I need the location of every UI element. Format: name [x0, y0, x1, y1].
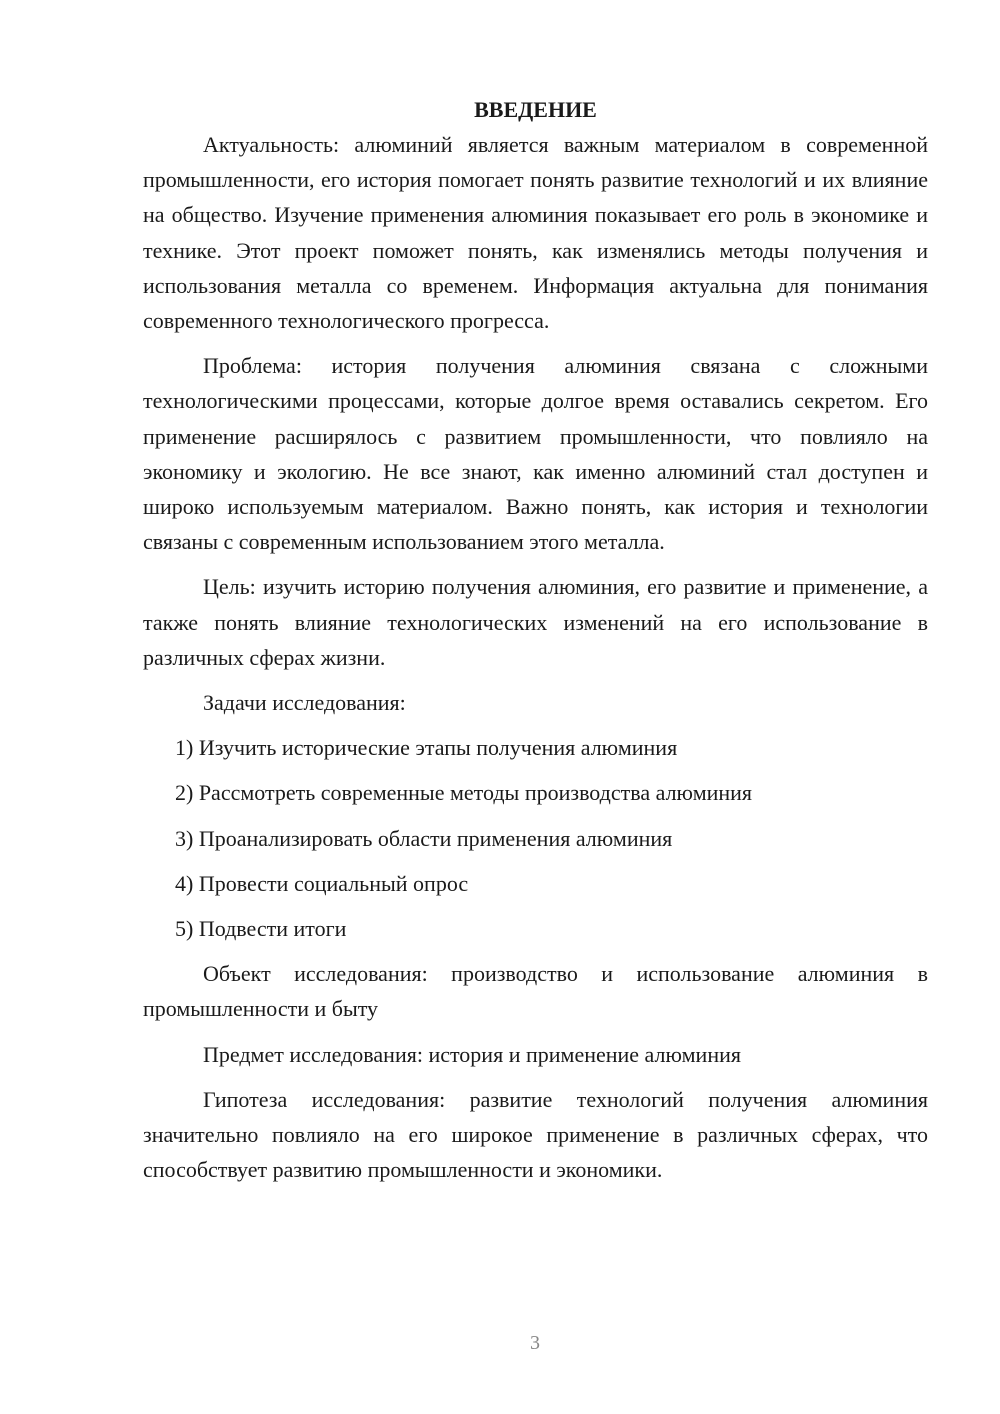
relevance-paragraph: Актуальность: алюминий является важным материалом в современной промышленности, его история помогает понять развитие технологий и их влияние на общество. Изучение применения алюминия показывает его роль в экономике и технике. Этот проект поможет понять, как изменялись методы получения и использования металла со временем. Информация актуальна для понимания современного технологического прогресса.	[143, 132, 928, 334]
list-item: 4) Провести социальный опрос	[175, 870, 469, 896]
subject-paragraph: Предмет исследования: история и применение алюминия	[203, 1041, 742, 1067]
page-number: 3	[530, 1332, 540, 1354]
hypothesis-paragraph: Гипотеза исследования: развитие технологий получения алюминия значительно повлияло на его широкое применение в различных сферах, что способствует развитию промышленности и экономики.	[143, 1086, 928, 1183]
section-title: ВВЕДЕНИЕ	[474, 97, 597, 122]
document-page	[143, 92, 928, 1197]
tasks-heading: Задачи исследования:	[203, 690, 406, 716]
list-item: 2) Рассмотреть современные методы производства алюминия	[175, 780, 753, 806]
goal-paragraph: Цель: изучить историю получения алюминия, его развитие и применение, а также понять влияние технологических изменений на его использование в различных сферах жизни.	[143, 574, 928, 670]
list-item: 5) Подвести итоги	[175, 916, 347, 942]
object-paragraph: Объект исследования: производство и использование алюминия в промышленности и быту	[143, 961, 928, 1022]
problem-paragraph: Проблема: история получения алюминия связана с сложными технологическими процессами, которые долгое время оставались секретом. Его применение расширялось с развитием промышленности, что повлияло на экономику и экологию. Не все знают, как именно алюминий стал доступен и широко используемым материалом. Важно понять, как история и технологии связаны с современным использованием этого металла.	[143, 353, 928, 555]
list-item: 3) Проанализировать области применения алюминия	[175, 825, 673, 851]
list-item: 1) Изучить исторические этапы получения алюминия	[175, 735, 678, 761]
tasks-list	[143, 730, 928, 946]
